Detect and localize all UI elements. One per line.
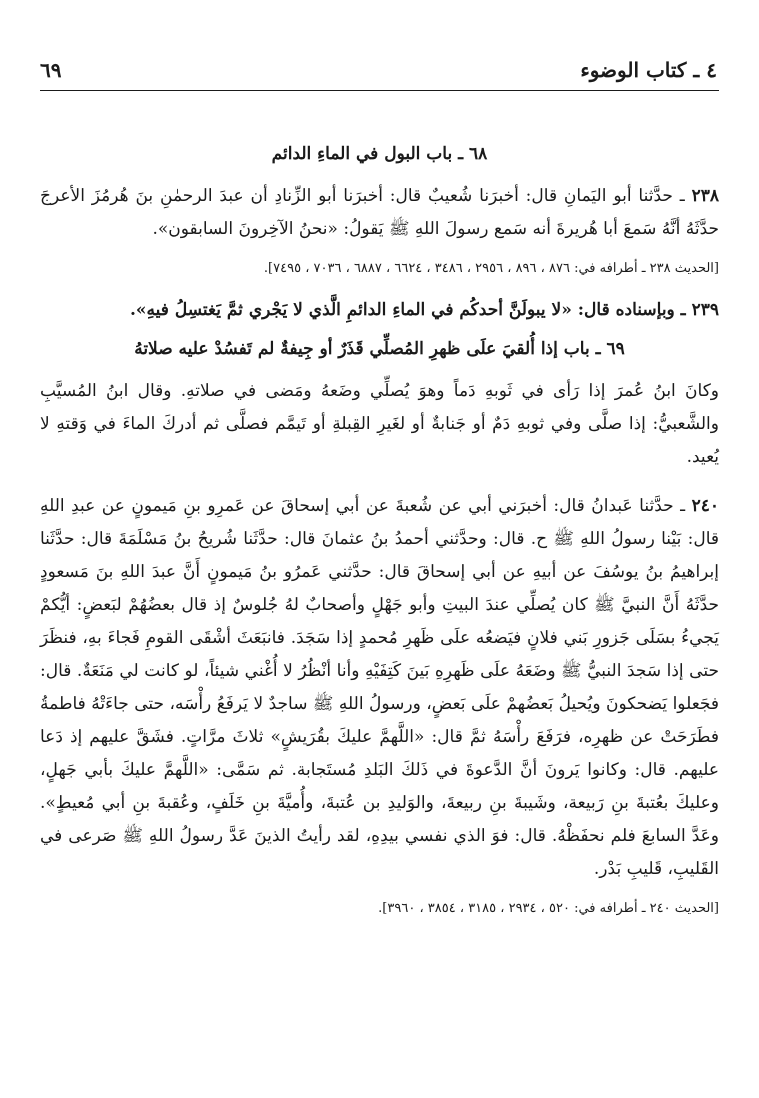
hadith-text: ـ حدَّثنا أبو اليَمانِ قال: أخبرَنا شُعيبٌ قال: أخبرَنا أبو الزِّنادِ أن عبدَ الرحمٰنِ بنَ هُرمُزَ الأعرجَ حدَّثَهُ أنَّهُ سَمعَ أبا هُريرةَ أنه سَمع رسولَ اللهِ ﷺ يَقولُ: «نحنُ الآخِرونَ السابقون». [40,186,719,239]
hadith-number: ٢٣٩ [691,300,719,320]
hadith-text: ـ حدَّثنا عَبدانُ قال: أخبرَني أبي عن شُعبةَ عن أبي إسحاقَ عن عَمرِو بنِ مَيمونٍ عن عبدِ اللهِ قال: بَيْنا رسولُ اللهِ ﷺ ح. قال: وحدَّثني أحمدُ بنُ عثمانَ قال: حدَّثَنا شُريحُ بنُ مَسْلَمَةَ قال: حدَّثَنا إبراهيمُ بنُ يوسُفَ عن أبيهِ عن أبي إسحاقَ قال: حدَّثني عَمرُو بنُ مَيمونٍ أَنَّ عبدَ اللهِ بنَ مَسعودٍ حدَّثَهُ أَنَّ النبيَّ ﷺ كان يُصلِّي عندَ البيتِ وأبو جَهْلٍ وأصحابٌ لهُ جُلوسٌ إذ قال بعضُهُمْ لبَعضٍ: أيُّكمْ يَجيءُ بسَلَى جَزورِ بَني فلانٍ فيَضعُه علَى ظَهرِ مُحمدٍ إذا سَجَدَ. فانبَعَثَ أشْقَى القومِ فَجاءَ بهِ، فنظَرَ حتى إذا سَجدَ النبيُّ ﷺ وضَعَهُ علَى ظَهرِهِ بَينَ كَتِفَيْهِ وأنا أنْظُرُ لا أُغْني شيئاً، لو كانت لي مَنَعَةٌ. قال: فجَعلوا يَضحكونَ ويُحيلُ بَعضُهمْ علَى بَعضٍ، ورسولُ اللهِ ﷺ ساجدٌ لا يَرفَعُ رأْسَه، حتى جاءَتْهُ فاطمةُ فطَرَحَتْ عن ظهرِه، فرَفَعَ رأْسَهُ ثمَّ قال: «اللَّهمَّ عليكَ بقُرَيشٍ» ثلاثَ مرَّاتٍ. فشَقَّ عليهم إذ دَعا عليهم. قال: وكانوا يَرونَ أنَّ الدَّعوةَ في ذَلكَ البَلدِ مُستَجابة. ثم سَمَّى: «اللَّهمَّ عليكَ بأبي جَهلٍ، وعليكَ بعُتبةَ بنِ رَبيعة، وشَيبةَ بنِ ربيعةَ، والوَليدِ بن عُتبةَ، وأُميَّةَ بنِ خَلَفٍ، وعُقبةَ بنِ أبي مُعيطٍ». وعَدَّ السابعَ فلم نحفَظْهُ. قال: فوَ الذي نفسي بيدِهِ، لقد رأيتُ الذينَ عَدَّ رسولُ اللهِ ﷺ صَرعى في القَليبِ، قَليبِ بَدْر. [40,496,719,879]
page-header [40,58,717,88]
page-body [40,140,719,934]
chapter-heading-69: ٦٩ ـ باب إذا أُلقيَ علَى ظهرِ المُصلِّي قَذَرٌ أو جِيفةٌ لم تَفسُدْ عليه صلاتهُ [134,339,625,359]
page-number: ٦٩ [40,58,62,82]
hadith-239 [40,294,719,327]
athar-paragraph: وكانَ ابنُ عُمرَ إذا رَأى في ثَوبهِ دَماً وهوَ يُصلِّي وضَعهُ ومَضى في صلاتهِ. وقال ابنُ المُسيَّبِ والشَّعبيُّ: إذا صلَّى وفي ثوبهِ دَمٌ أو جَنابةٌ أو لغَيرِ القِبلةِ أو تَيمَّم فصلَّى ثم أدركَ الماءَ في وَقتهِ لا يُعيد. [40,381,719,467]
header-rule [40,90,719,91]
hadith-238-citation: [الحديث ٢٣٨ ـ أطرافه في: ٨٧٦ ، ٨٩٦ ، ٢٩٥٦ ، ٣٤٨٦ ، ٦٦٢٤ ، ٦٨٨٧ ، ٧٠٣٦ ، ٧٤٩٥]. [263,261,719,276]
running-title: ٤ ـ كتاب الوضوء [580,58,717,82]
hadith-238 [40,180,719,246]
hadith-number: ٢٤٠ [691,496,719,516]
hadith-text: ـ وبإسناده قال: «لا يبولَنَّ أحدكُم في الماءِ الدائمِ الَّذي لا يَجْري ثمَّ يَغتسِلُ فيهِ». [130,300,686,320]
hadith-number: ٢٣٨ [691,186,720,206]
hadith-240 [40,490,719,886]
hadith-240-citation: [الحديث ٢٤٠ ـ أطرافه في: ٥٢٠ ، ٢٩٣٤ ، ٣١٨٥ ، ٣٨٥٤ ، ٣٩٦٠]. [378,901,719,916]
chapter-heading-68: ٦٨ ـ باب البول في الماءِ الدائم [271,144,488,164]
